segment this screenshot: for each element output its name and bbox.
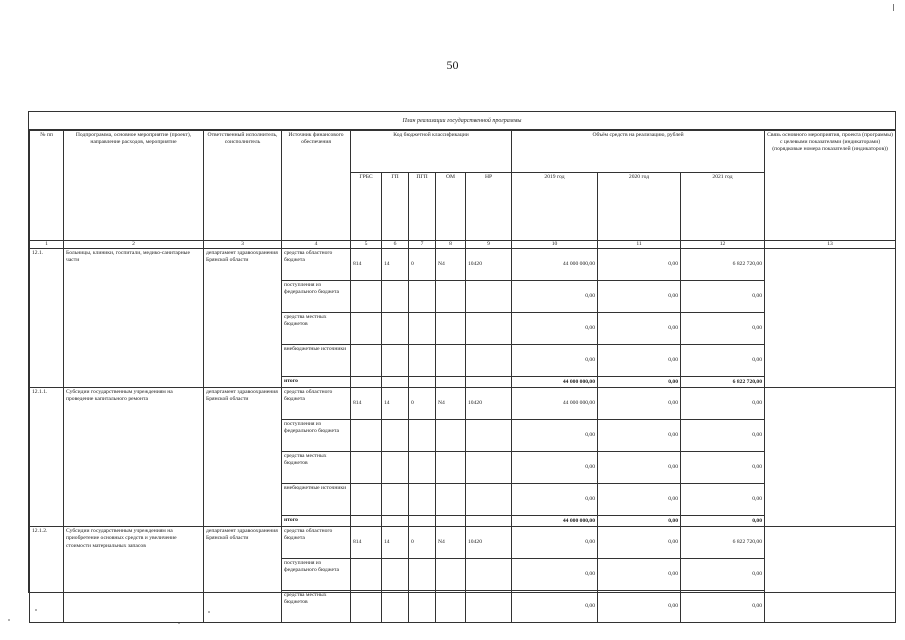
code-pgp: 0 xyxy=(409,249,436,281)
table-row xyxy=(30,388,896,420)
code-pgp xyxy=(409,591,436,623)
code-gp xyxy=(382,345,409,377)
amount-2019: 0,00 xyxy=(512,484,598,516)
code-grbs xyxy=(351,591,382,623)
code-grbs xyxy=(351,281,382,313)
code-om xyxy=(436,452,466,484)
funding-source: итого xyxy=(282,377,351,388)
amount-2021: 0,00 xyxy=(681,516,765,527)
code-om xyxy=(436,313,466,345)
program-plan-table xyxy=(28,111,896,610)
header-gp: ГП xyxy=(382,173,409,241)
amount-2020: 0,00 xyxy=(598,484,681,516)
amount-2019: 0,00 xyxy=(512,345,598,377)
code-pgp xyxy=(409,281,436,313)
column-number: 8 xyxy=(436,241,466,249)
code-pgp: 0 xyxy=(409,388,436,420)
amount-2020: 0,00 xyxy=(598,313,681,345)
indicator-link xyxy=(765,527,896,623)
column-number: 6 xyxy=(382,241,409,249)
code-grbs xyxy=(351,420,382,452)
code-grbs xyxy=(351,377,382,388)
code-gp xyxy=(382,559,409,591)
amount-2020: 0,00 xyxy=(598,281,681,313)
program-name: Субсидии государственным учреждениям на проведение капитального ремонта xyxy=(64,388,204,527)
code-np xyxy=(466,313,512,345)
amount-2019: 0,00 xyxy=(512,313,598,345)
code-grbs xyxy=(351,452,382,484)
funding-source: средства областного бюджета xyxy=(282,527,351,559)
amount-2019: 0,00 xyxy=(512,527,598,559)
code-np xyxy=(466,377,512,388)
code-om xyxy=(436,281,466,313)
header-volume: Объём средств на реализацию, рублей xyxy=(512,131,765,173)
header-np: НР xyxy=(466,173,512,241)
funding-source: поступления из федерального бюджета xyxy=(282,281,351,313)
code-gp xyxy=(382,591,409,623)
code-pgp xyxy=(409,484,436,516)
code-np xyxy=(466,420,512,452)
code-gp xyxy=(382,281,409,313)
code-om xyxy=(436,516,466,527)
amount-2019: 0,00 xyxy=(512,420,598,452)
indicator-link xyxy=(765,388,896,527)
amount-2021: 6 822 720,00 xyxy=(681,377,765,388)
plan-grid xyxy=(29,130,896,623)
code-np: 10420 xyxy=(466,388,512,420)
code-grbs: 814 xyxy=(351,388,382,420)
code-gp: 14 xyxy=(382,388,409,420)
code-om: N4 xyxy=(436,527,466,559)
amount-2019: 0,00 xyxy=(512,281,598,313)
indicator-link xyxy=(765,249,896,388)
code-gp xyxy=(382,484,409,516)
amount-2020: 0,00 xyxy=(598,452,681,484)
code-om xyxy=(436,377,466,388)
scan-mark xyxy=(893,4,894,11)
amount-2021: 0,00 xyxy=(681,420,765,452)
code-pgp xyxy=(409,345,436,377)
code-np xyxy=(466,484,512,516)
amount-2021: 0,00 xyxy=(681,559,765,591)
amount-2020: 0,00 xyxy=(598,345,681,377)
header-2021: 2021 год xyxy=(681,173,765,241)
column-number-row xyxy=(30,241,896,249)
code-gp: 14 xyxy=(382,249,409,281)
funding-source: поступления из федерального бюджета xyxy=(282,559,351,591)
amount-2021: 0,00 xyxy=(681,281,765,313)
code-grbs xyxy=(351,345,382,377)
amount-2020: 0,00 xyxy=(598,591,681,623)
executor-name: департамент здравоохранения Брянской области xyxy=(204,388,282,527)
column-number: 1 xyxy=(30,241,64,249)
code-np xyxy=(466,281,512,313)
table-row xyxy=(30,249,896,281)
code-pgp xyxy=(409,516,436,527)
code-om xyxy=(436,420,466,452)
amount-2021: 0,00 xyxy=(681,388,765,420)
header-executor: Ответственный исполнитель, соисполнитель xyxy=(204,131,282,241)
code-om: N4 xyxy=(436,388,466,420)
header-om: ОМ xyxy=(436,173,466,241)
funding-source: поступления из федерального бюджета xyxy=(282,420,351,452)
code-np xyxy=(466,345,512,377)
executor-name: департамент здравоохранения Брянской области xyxy=(204,527,282,623)
amount-2019: 0,00 xyxy=(512,452,598,484)
program-name: Субсидии государственным учреждениям на приобретение основных средств и увеличение стоимости материальных запасов xyxy=(64,527,204,623)
amount-2020: 0,00 xyxy=(598,377,681,388)
code-om xyxy=(436,559,466,591)
code-np xyxy=(466,516,512,527)
code-om xyxy=(436,484,466,516)
table-body xyxy=(30,249,896,623)
header-budget-code: Код бюджетной классификации xyxy=(351,131,512,173)
column-number: 7 xyxy=(409,241,436,249)
amount-2019: 44 000 000,00 xyxy=(512,388,598,420)
code-np xyxy=(466,452,512,484)
code-pgp xyxy=(409,420,436,452)
column-number: 9 xyxy=(466,241,512,249)
code-np xyxy=(466,559,512,591)
funding-source: средства местных бюджетов xyxy=(282,591,351,623)
table-row xyxy=(30,527,896,559)
code-grbs xyxy=(351,313,382,345)
column-number: 2 xyxy=(64,241,204,249)
amount-2021: 6 822 720,00 xyxy=(681,527,765,559)
funding-source: средства местных бюджетов xyxy=(282,313,351,345)
amount-2019: 0,00 xyxy=(512,559,598,591)
amount-2021: 0,00 xyxy=(681,345,765,377)
column-number: 3 xyxy=(204,241,282,249)
code-pgp xyxy=(409,559,436,591)
code-grbs: 814 xyxy=(351,249,382,281)
column-number: 10 xyxy=(512,241,598,249)
table-caption: План реализации государственной программы xyxy=(29,112,895,130)
page-number: 50 xyxy=(446,58,459,72)
code-gp: 14 xyxy=(382,527,409,559)
header-2019: 2019 год xyxy=(512,173,598,241)
header-program: Подпрограмма, основное мероприятие (проект), направление расходов, мероприятие xyxy=(64,131,204,241)
amount-2019: 0,00 xyxy=(512,591,598,623)
funding-source: итого xyxy=(282,516,351,527)
funding-source: внебюджетные источники xyxy=(282,345,351,377)
amount-2021: 6 822 720,00 xyxy=(681,249,765,281)
code-gp xyxy=(382,516,409,527)
amount-2020: 0,00 xyxy=(598,527,681,559)
code-om xyxy=(436,345,466,377)
table-header xyxy=(30,131,896,249)
code-pgp xyxy=(409,452,436,484)
amount-2020: 0,00 xyxy=(598,559,681,591)
amount-2021: 0,00 xyxy=(681,591,765,623)
funding-source: внебюджетные источники xyxy=(282,484,351,516)
column-number: 12 xyxy=(681,241,765,249)
code-grbs xyxy=(351,559,382,591)
amount-2019: 44 000 000,00 xyxy=(512,377,598,388)
row-number: 12.1. xyxy=(30,249,64,388)
code-om: N4 xyxy=(436,249,466,281)
code-gp xyxy=(382,313,409,345)
amount-2019: 44 000 000,00 xyxy=(512,516,598,527)
amount-2020: 0,00 xyxy=(598,249,681,281)
code-gp xyxy=(382,420,409,452)
code-gp xyxy=(382,452,409,484)
code-grbs xyxy=(351,484,382,516)
amount-2020: 0,00 xyxy=(598,388,681,420)
header-link: Связь основного мероприятия, проекта (программы) с целевыми показателями (индикаторами) (порядковые номера показателей (индикаторов)) xyxy=(765,131,896,241)
amount-2021: 0,00 xyxy=(681,484,765,516)
executor-name: департамент здравоохранения Брянской области xyxy=(204,249,282,388)
amount-2021: 0,00 xyxy=(681,452,765,484)
code-pgp xyxy=(409,377,436,388)
amount-2020: 0,00 xyxy=(598,516,681,527)
header-no: № пп xyxy=(30,131,64,241)
header-pgp: ПГП xyxy=(409,173,436,241)
amount-2020: 0,00 xyxy=(598,420,681,452)
code-grbs: 814 xyxy=(351,527,382,559)
funding-source: средства областного бюджета xyxy=(282,249,351,281)
code-np: 10420 xyxy=(466,527,512,559)
code-np: 10420 xyxy=(466,249,512,281)
column-number: 13 xyxy=(765,241,896,249)
code-grbs xyxy=(351,516,382,527)
funding-source: средства областного бюджета xyxy=(282,388,351,420)
header-2020: 2020 год xyxy=(598,173,681,241)
header-source: Источник финансового обеспечения xyxy=(282,131,351,241)
scan-speck xyxy=(8,619,10,621)
column-number: 5 xyxy=(351,241,382,249)
code-np xyxy=(466,591,512,623)
code-pgp: 0 xyxy=(409,527,436,559)
code-om xyxy=(436,591,466,623)
amount-2019: 44 000 000,00 xyxy=(512,249,598,281)
header-grbs: ГРБС xyxy=(351,173,382,241)
column-number: 4 xyxy=(282,241,351,249)
code-pgp xyxy=(409,313,436,345)
code-gp xyxy=(382,377,409,388)
amount-2021: 0,00 xyxy=(681,313,765,345)
funding-source: средства местных бюджетов xyxy=(282,452,351,484)
row-number: 12.1.1. xyxy=(30,388,64,527)
column-number: 11 xyxy=(598,241,681,249)
row-number: 12.1.2. xyxy=(30,527,64,623)
program-name: Больницы, клиники, госпитали, медико-санитарные части xyxy=(64,249,204,388)
